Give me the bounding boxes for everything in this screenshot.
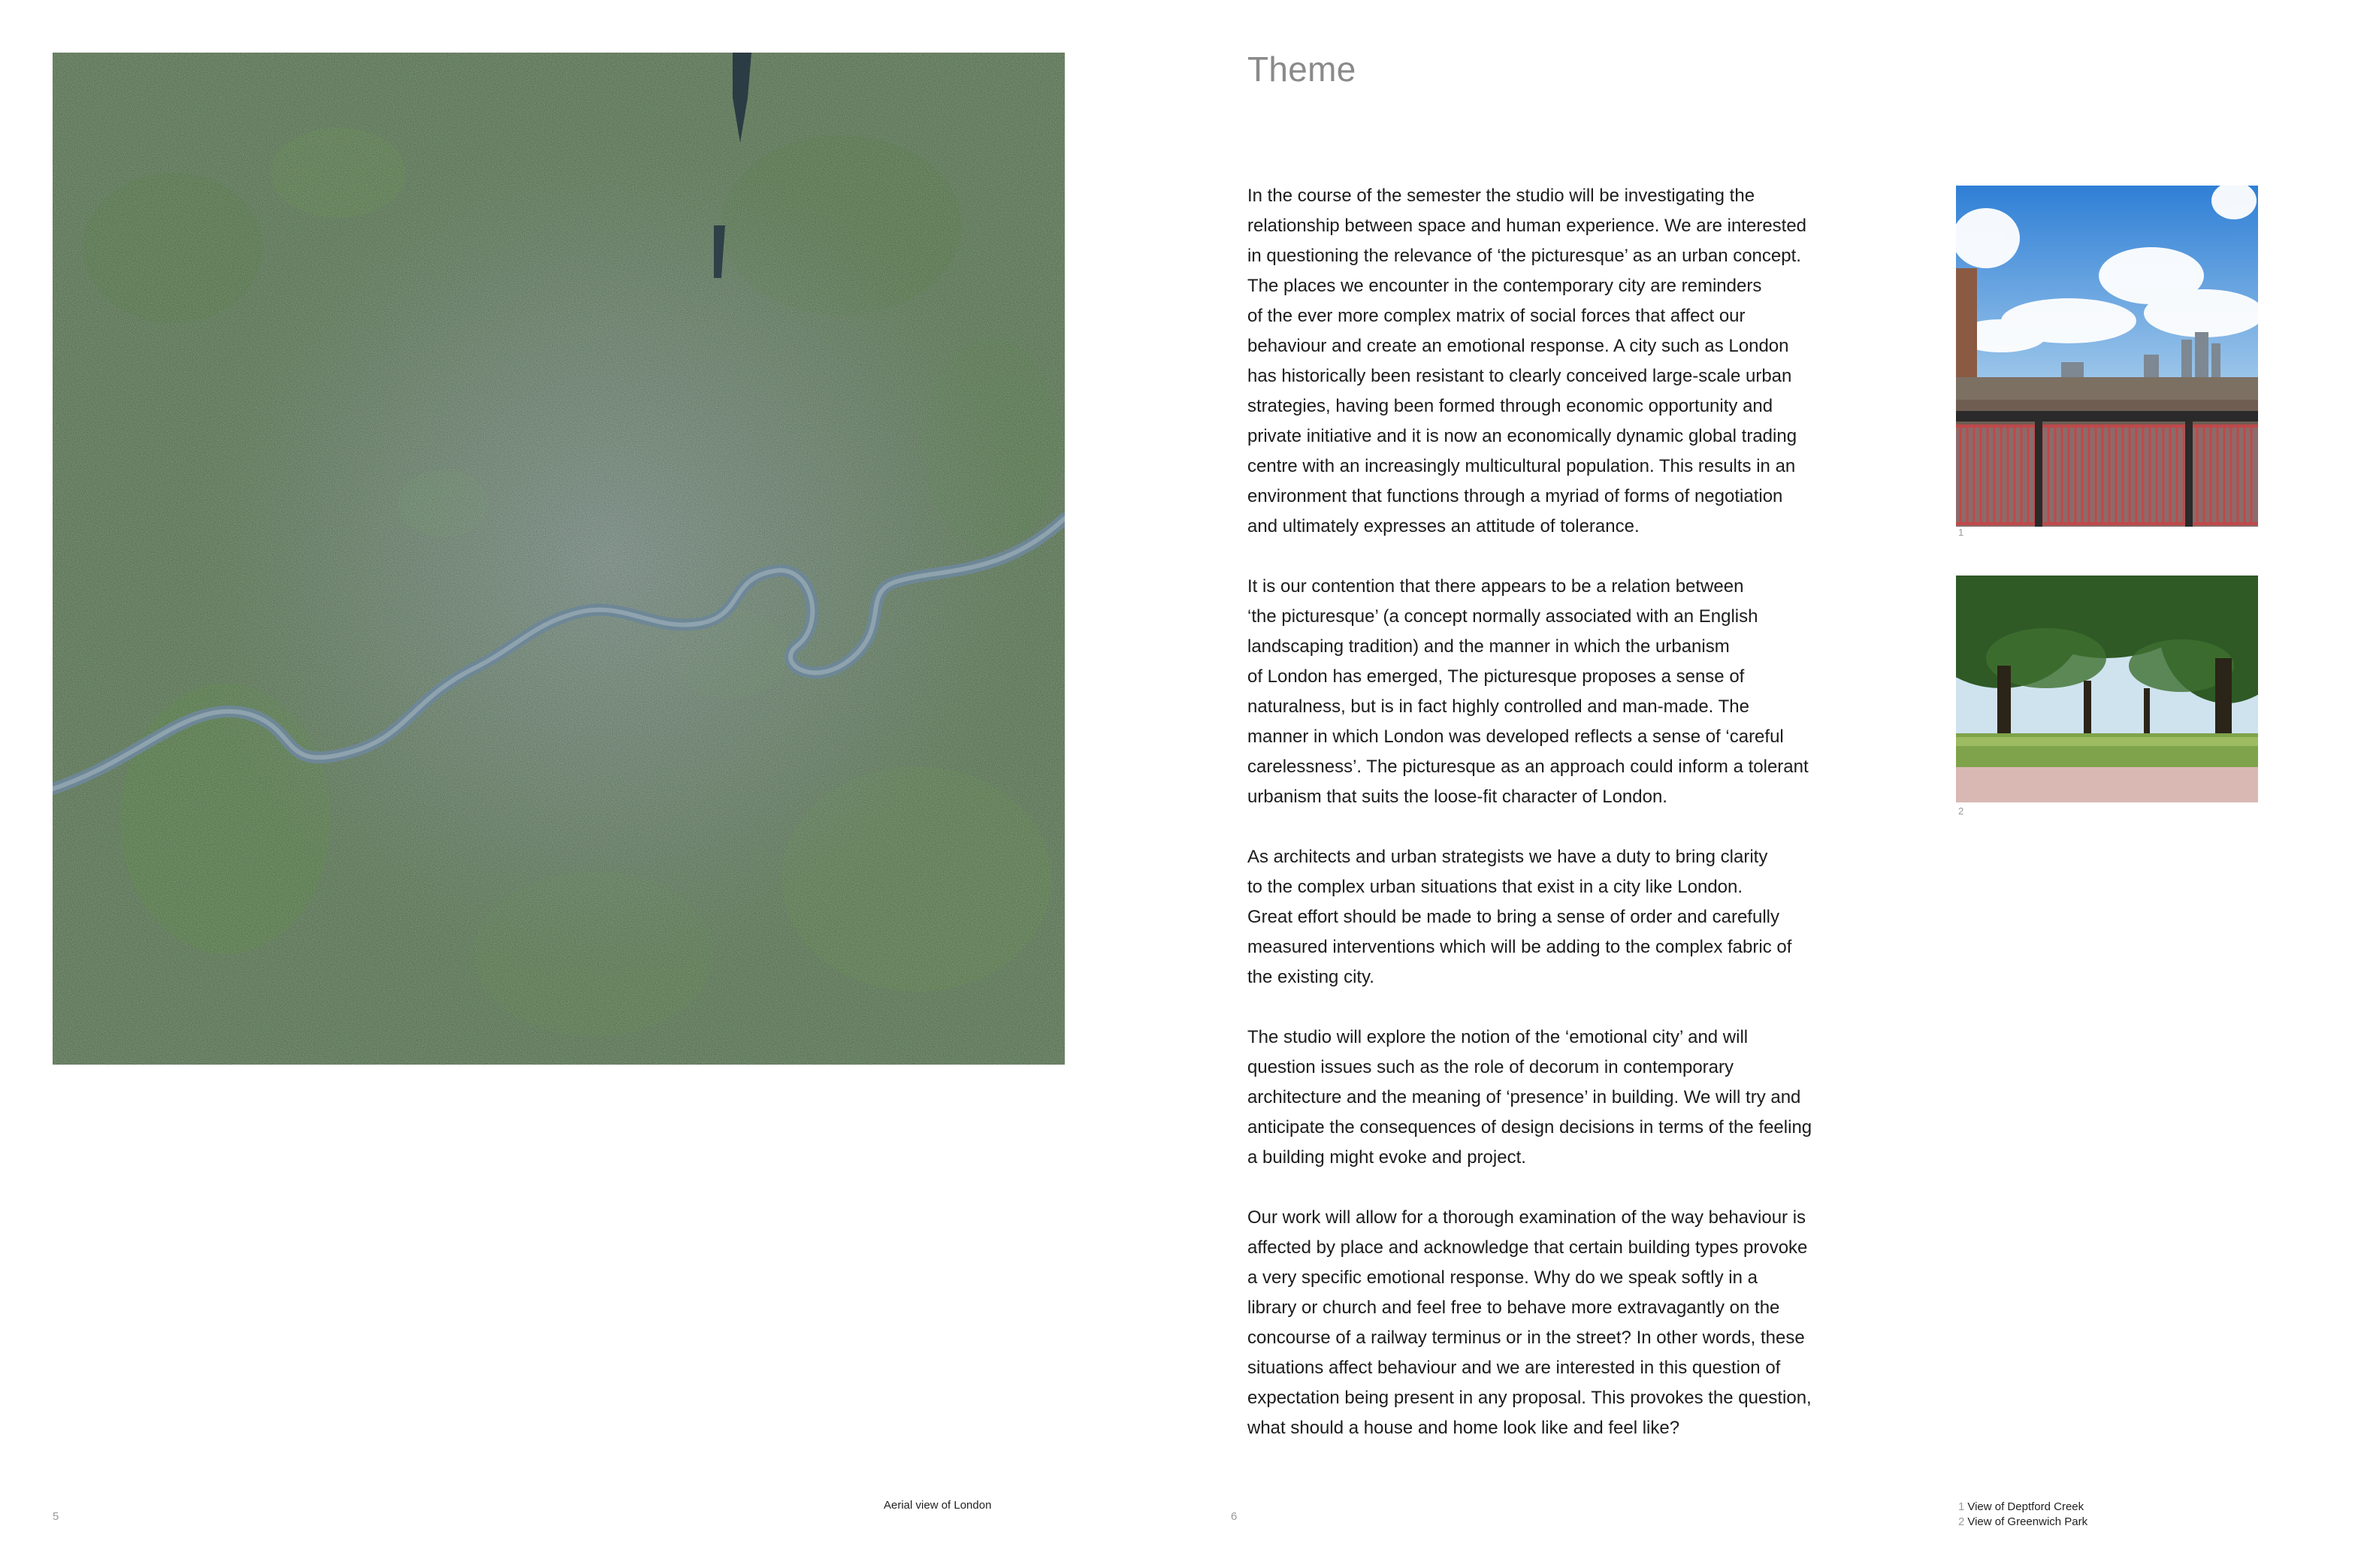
page-number-right: 6 (1231, 1510, 1238, 1523)
body-text (1247, 181, 1879, 1473)
photo-caption-1 (1958, 1500, 2087, 1515)
section-heading: Theme (1247, 50, 1356, 89)
paragraph-1: In the course of the semester the studio will be investigating the relationship between space and human experience. We are interested in questioning the relevance of ‘the picturesque’ as an urban concept. The places we encounter in the contemporary city are reminders of the ever more complex matrix of social forces that affect our behaviour and create an emotional response. A city such as London has historically been resistant to clearly conceived large-scale urban strategies, having been formed through economic opportunity and private initiative and it is now an economically dynamic global trading centre with an increasingly multicultural population. This results in an environment that functions through a myriad of forms of negotiation and ultimately expresses an attitude of tolerance. (1247, 186, 1807, 536)
paragraph-3: As architects and urban strategists we have a duty to bring clarity to the complex urban situations that exist in a city like London. Great effort should be made to bring a sense of order and carefully measured interventions which will be adding to the complex fabric of the existing city. (1247, 847, 1792, 987)
photo-caption-2-number: 2 (1958, 1515, 1965, 1528)
deptford-creek-photo (1956, 186, 2258, 527)
photo-caption-2 (1958, 1515, 2087, 1530)
page-number-left: 5 (53, 1510, 59, 1523)
photo-2-number: 2 (1958, 805, 1964, 817)
aerial-view-caption: Aerial view of London (884, 1499, 992, 1512)
paragraph-5: Our work will allow for a thorough examination of the way behaviour is affected by place and acknowledge that certain building types provoke a very specific emotional response. Why do we speak softly in a library or church and feel free to behave more extravagantly on the concourse of a railway terminus or in the street? In other words, these situations affect behaviour and we are interested in this question of expectation being present in any proposal. This provokes the question, what should a house and home look like and feel like? (1247, 1207, 1812, 1438)
aerial-view-image (53, 53, 1065, 1065)
photo-caption-2-text: View of Greenwich Park (1967, 1515, 2088, 1528)
paragraph-2: It is our contention that there appears to be a relation between ‘the picturesque’ (a concept normally associated with an English landscaping tradition) and the manner in which the urbanism of London has emerged, The picturesque proposes a sense of naturalness, but is in fact highly controlled and man-made. The manner in which London was developed reflects a sense of ‘careful carelessness’. The picturesque as an approach could inform a tolerant urbanism that suits the loose-fit character of London. (1247, 576, 1809, 807)
paragraph-4: The studio will explore the notion of the ‘emotional city’ and will question issues such as the role of decorum in contemporary architecture and the meaning of ‘presence’ in building. We will try and anticipate the consequences of design decisions in terms of the feeling a building might evoke and project. (1247, 1027, 1812, 1168)
photo-captions (1958, 1500, 2087, 1530)
photo-1-number: 1 (1958, 527, 1964, 538)
aerial-map-graphic (53, 53, 1065, 1065)
greenwich-park-photo (1956, 576, 2258, 802)
photo-caption-1-text: View of Deptford Creek (1967, 1500, 2084, 1513)
photo-caption-1-number: 1 (1958, 1500, 1965, 1513)
